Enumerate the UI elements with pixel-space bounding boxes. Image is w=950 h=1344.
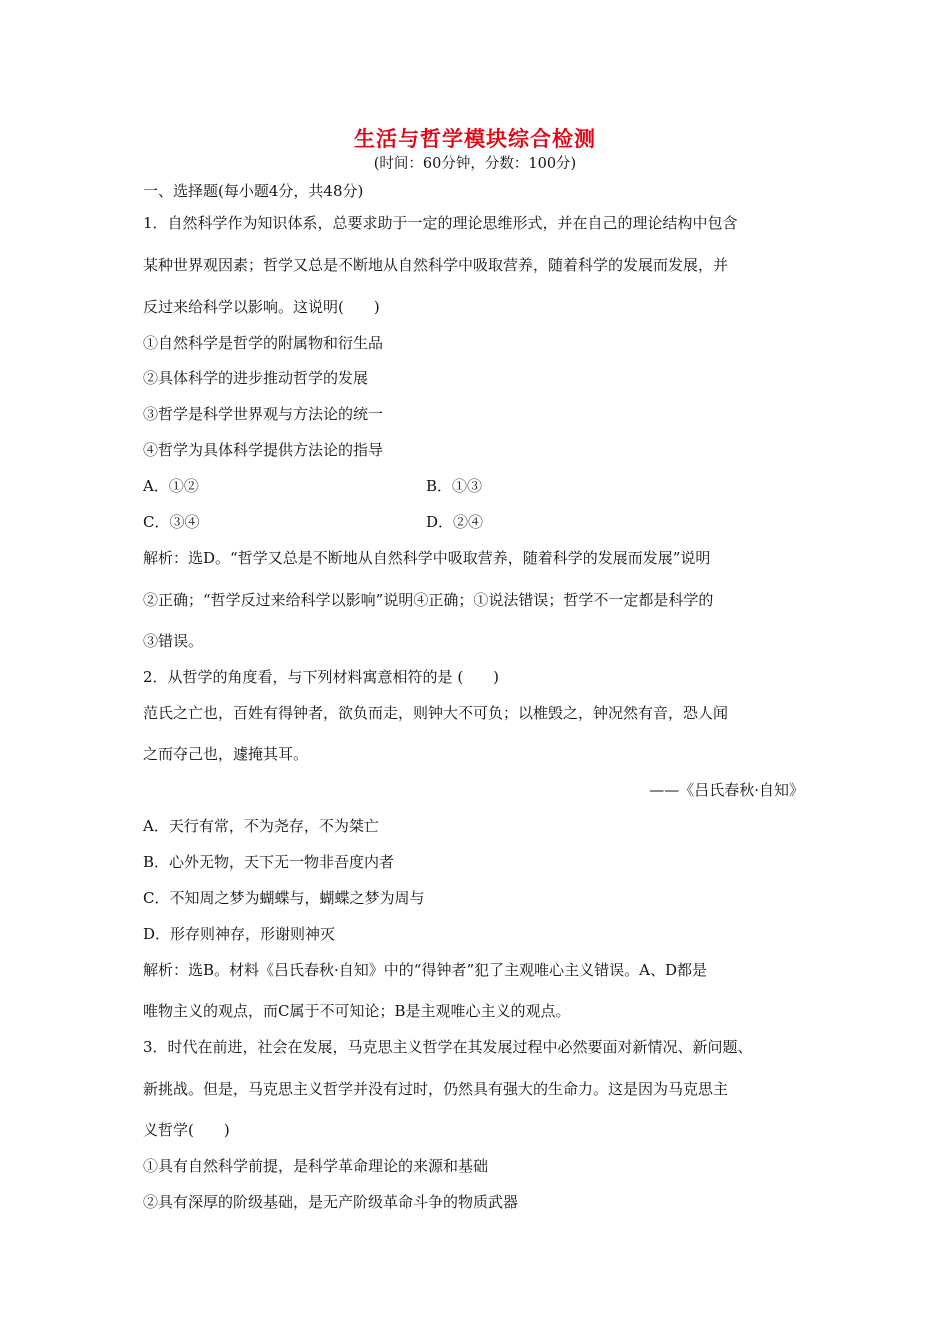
q3-stem-line-1: 3．时代在前进，社会在发展，马克思主义哲学在其发展过程中必然要面对新情况、新问题、	[143, 1038, 753, 1056]
q1-option-a: A．①②	[143, 477, 199, 495]
q1-stem-line-2: 某种世界观因素；哲学又总是不断地从自然科学中吸取营养，随着科学的发展而发展，并	[143, 256, 729, 274]
q3-statement-2: ②具有深厚的阶级基础，是无产阶级革命斗争的物质武器	[143, 1193, 519, 1211]
q1-statement-3: ③哲学是科学世界观与方法论的统一	[143, 405, 384, 423]
section-heading: 一、选择题(每小题4分，共48分)	[143, 182, 364, 200]
q1-stem-line-3: 反过来给科学以影响。这说明( )	[143, 298, 380, 316]
q2-option-a: A．天行有常，不为尧存，不为桀亡	[143, 817, 379, 835]
q1-statement-1: ①自然科学是哲学的附属物和衍生品	[143, 334, 384, 352]
q2-analysis-line-2: 唯物主义的观点，而C属于不可知论；B是主观唯心主义的观点。	[143, 1002, 571, 1020]
q3-stem-line-2: 新挑战。但是，马克思主义哲学并没有过时，仍然具有强大的生命力。这是因为马克思主	[143, 1080, 729, 1098]
q1-statement-4: ④哲学为具体科学提供方法论的指导	[143, 441, 384, 459]
q2-option-b: B．心外无物，天下无一物非吾度内者	[143, 853, 395, 871]
q3-stem-line-3: 义哲学( )	[143, 1121, 230, 1139]
q1-stem-line-1: 1．自然科学作为知识体系，总要求助于一定的理论思维形式，并在自己的理论结构中包含	[143, 214, 738, 232]
q1-option-d: D．②④	[426, 513, 484, 531]
q1-analysis-line-3: ③错误。	[143, 632, 204, 650]
q1-analysis-line-2: ②正确；“哲学反过来给科学以影响”说明④正确；①说法错误；哲学不一定都是科学的	[143, 591, 714, 609]
q1-option-c: C．③④	[143, 513, 200, 531]
q3-statement-1: ①具有自然科学前提，是科学革命理论的来源和基础	[143, 1157, 489, 1175]
q1-statement-2: ②具体科学的进步推动哲学的发展	[143, 369, 369, 387]
document-subtitle: (时间：60分钟，分数：100分)	[373, 156, 577, 172]
q1-option-b: B．①③	[426, 477, 483, 495]
q2-material-line-1: 范氏之亡也，百姓有得钟者，欲负而走，则钟大不可负；以椎毁之，钟况然有音，恐人闻	[143, 704, 729, 722]
q2-stem: 2．从哲学的角度看，与下列材料寓意相符的是 ( )	[143, 668, 500, 686]
q2-option-d: D．形存则神存，形谢则神灭	[143, 925, 336, 943]
q1-analysis-line-1: 解析：选D。“哲学又总是不断地从自然科学中吸取营养，随着科学的发展而发展”说明	[143, 549, 711, 567]
q2-analysis-line-1: 解析：选B。材料《吕氏春秋·自知》中的“得钟者”犯了主观唯心主义错误。A、D都是	[143, 961, 707, 979]
q2-option-c: C．不知周之梦为蝴蝶与，蝴蝶之梦为周与	[143, 889, 425, 907]
q2-material-line-2: 之而夺己也，遽掩其耳。	[143, 745, 309, 763]
document-title: 生活与哲学模块综合检测	[354, 127, 596, 151]
q2-source: ——《吕氏春秋·自知》	[649, 781, 804, 799]
